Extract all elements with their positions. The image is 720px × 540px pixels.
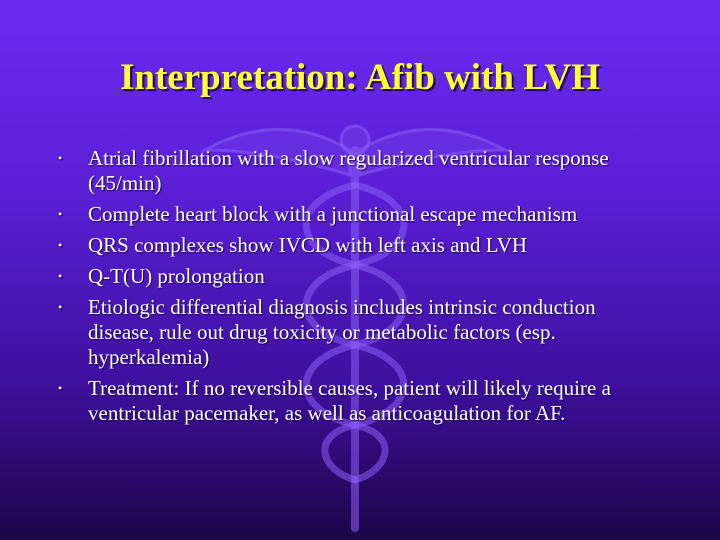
bullet-text: Atrial fibrillation with a slow regularized ventricular response (45/min) [88,146,609,195]
bullet-text: QRS complexes show IVCD with left axis and LVH [88,233,528,257]
bullet-text: Q-T(U) prolongation [88,264,265,288]
list-item [58,376,658,426]
list-item [58,295,658,370]
list-item [58,146,658,196]
bullet-icon: • [58,151,63,165]
bullet-icon: • [58,207,63,221]
slide-title: Interpretation: Afib with LVH [119,57,600,98]
bullet-text: Treatment: If no reversible causes, patient will likely require a ventricular pacemaker, as well as anticoagulation for AF. [88,376,611,425]
bullet-icon: • [58,238,63,252]
list-item [58,233,658,258]
bullet-icon: • [58,269,63,283]
list-item [58,264,658,289]
list-item [58,202,658,227]
bullet-list [58,146,658,432]
bullet-icon: • [58,300,63,314]
bullet-icon: • [58,381,63,395]
bullet-text: Complete heart block with a junctional escape mechanism [88,202,578,226]
bullet-text: Etiologic differential diagnosis includes intrinsic conduction disease, rule out drug toxicity or metabolic factors (esp. hyperkalemia) [88,295,596,369]
